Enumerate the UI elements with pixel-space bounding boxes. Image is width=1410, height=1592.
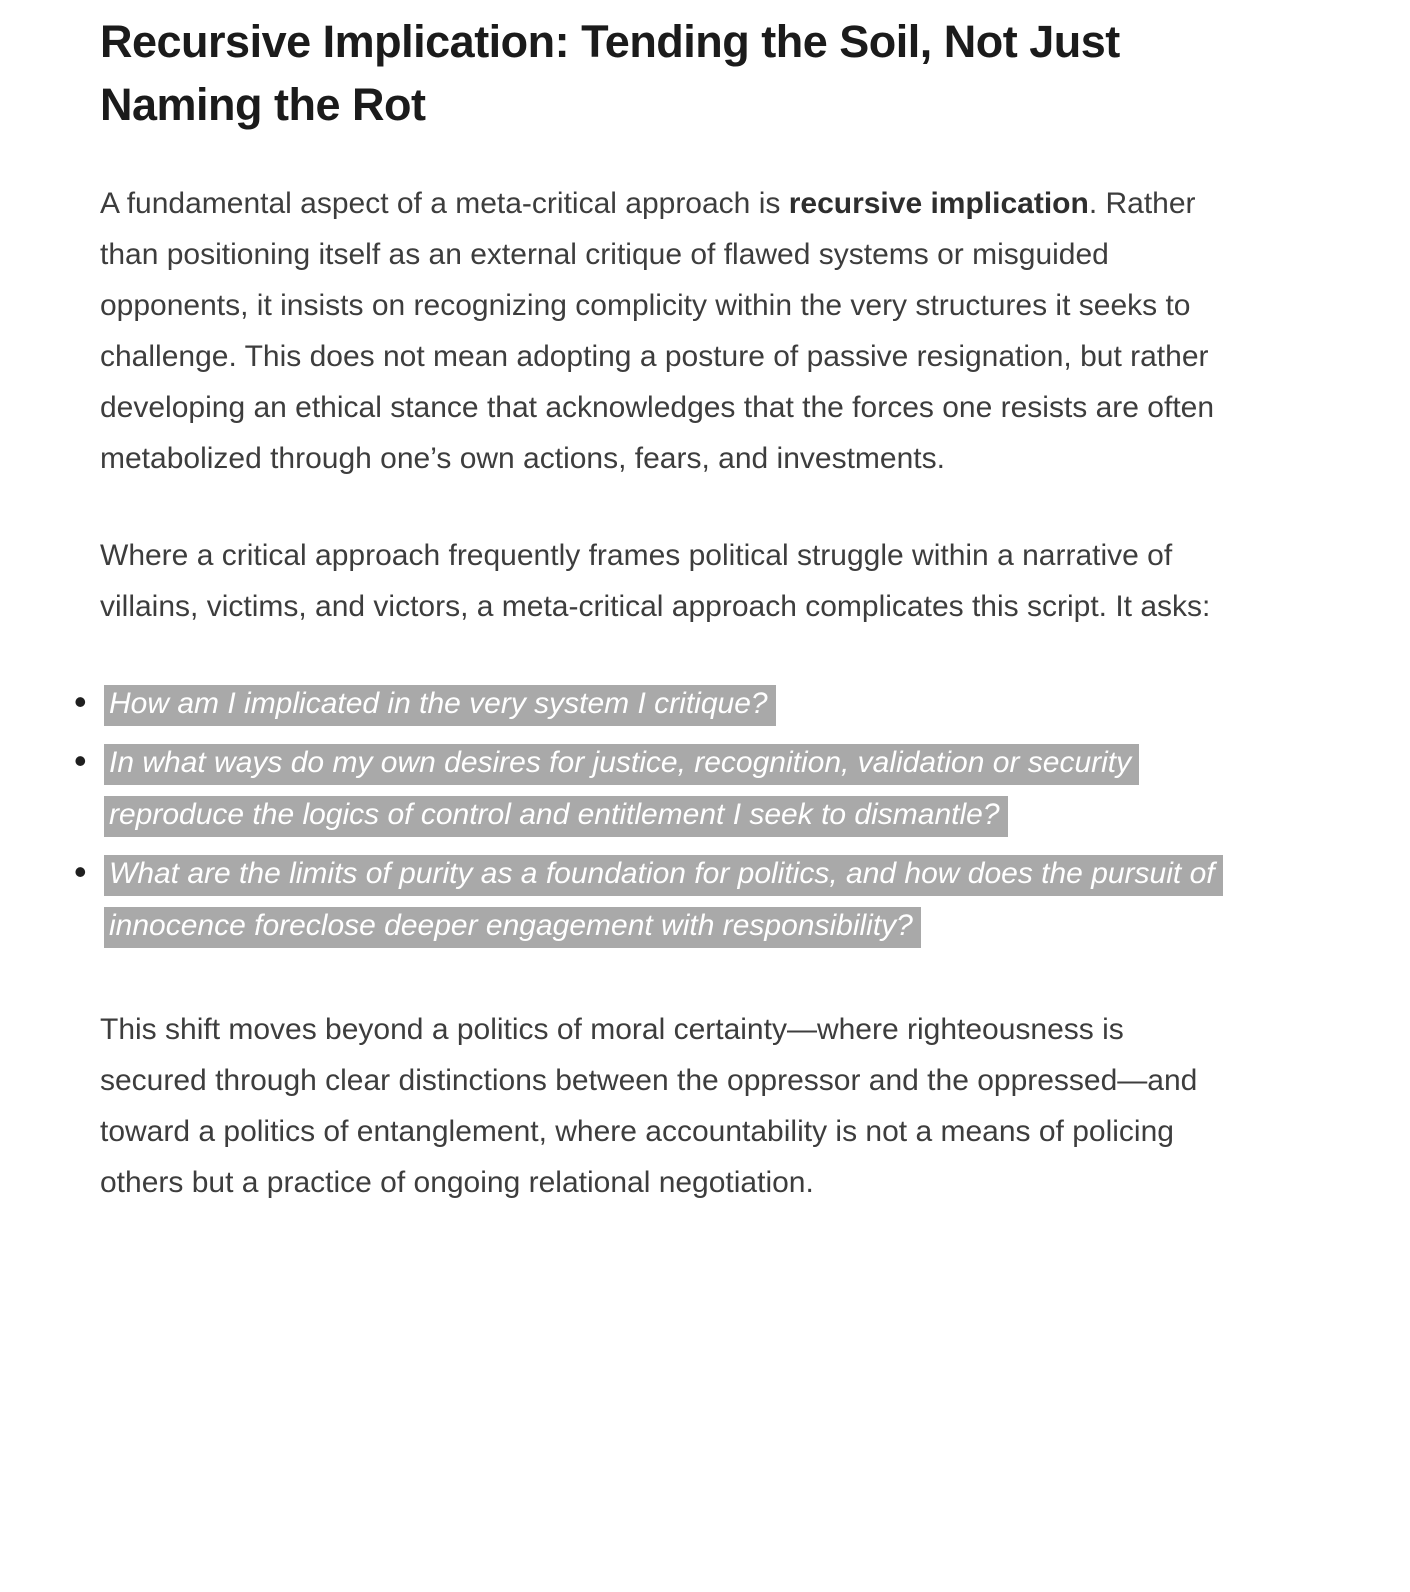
question-list-item (104, 678, 1222, 730)
article-heading: Recursive Implication: Tending the Soil, Not Just Naming the Rot (100, 16, 1120, 130)
question-list-item (104, 737, 1222, 841)
question-list (100, 678, 1222, 952)
paragraph-critical-approach: Where a critical approach frequently frames political struggle within a narrative of villains, victims, and victors, a meta-critical approach complicates this script. It asks: (100, 539, 1211, 623)
question-list-item (104, 848, 1222, 952)
highlighted-question-implicated: How am I implicated in the very system I critique? (104, 685, 776, 726)
highlighted-question-purity: What are the limits of purity as a foundation for politics, and how does the pursuit of innocence foreclose deeper engagement with responsibility? (104, 855, 1223, 948)
paragraph-recursive-implication: A fundamental aspect of a meta-critical approach is recursive implication. Rather than positioning itself as an external critique of flawed systems or misguided opponents, it insists on recognizing complicity within the very structures it seeks to challenge. This does not mean adopting a posture of passive resignation, but rather developing an ethical stance that acknowledges that the forces one resists are often metabolized through one’s own actions, fears, and investments. (100, 187, 1215, 475)
paragraph-this-shift: This shift moves beyond a politics of moral certainty—where righteousness is secured through clear distinctions between the oppressor and the oppressed—and toward a politics of entanglement, where accountability is not a means of policing others but a practice of ongoing relational negotiation. (100, 1013, 1198, 1199)
highlighted-question-desires: In what ways do my own desires for justice, recognition, validation or security reproduce the logics of control and entitlement I seek to dismantle? (104, 744, 1139, 837)
